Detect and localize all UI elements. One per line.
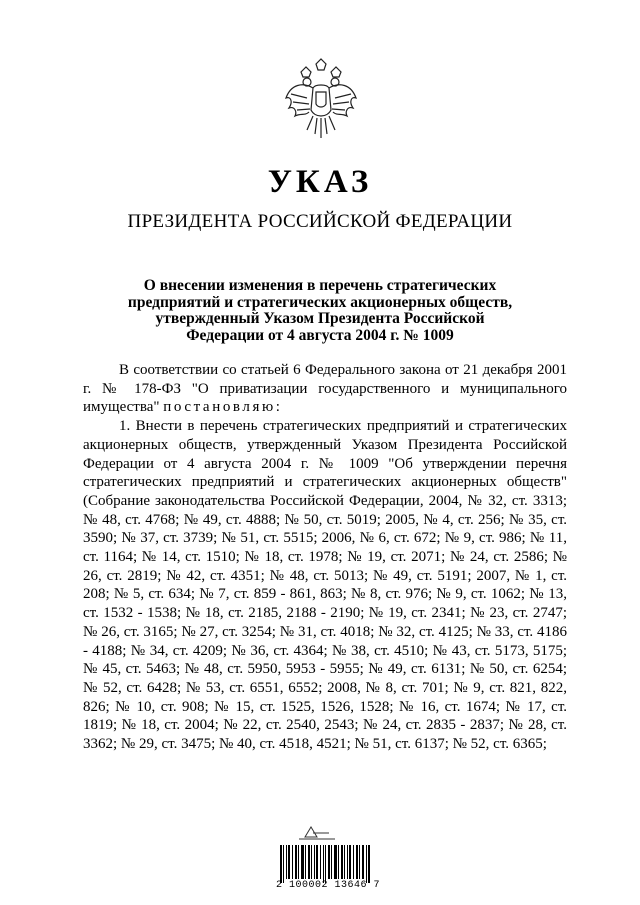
heading-line: О внесении изменения в перечень стратегических [143,277,497,294]
preamble-paragraph [83,361,567,417]
decree-word: постановляю: [163,399,283,416]
heading-line: утвержденный Указом Президента Российской [155,310,485,327]
item-1-text: 1. Внести в перечень стратегических предприятий и стратегических акционерных обществ, утвержденный Указом Президента Российской Федерации от 4 августа 2004 г. № 1009 "Об утверждении перечня стратегических предприятий и стратегических акционерных обществ" (Собрание законодательства Российской Федерации, 2004, № 32, ст. 3313; № 48, ст. 4768; № 49, ст. 4888; № 50, ст. 5019; 2005, № 4, ст. 256; № 35, ст. 3590; № 37, ст. 3739; № 51, ст. 5515; 2006, № 6, ст. 672; № 9, ст. 986; № 11, ст. 1164; № 14, ст. 1510; № 18, ст. 1978; № 19, ст. 2071; № 24, ст. 2586; № 26, ст. 2819; № 42, ст. 4351; № 48, ст. 5013; № 49, ст. 5191; 2007, № 1, ст. 208; № 5, ст. 634; № 7, ст. 859 - 861, 863; № 8, ст. 976; № 9, ст. 1062; № 13, ст. 1532 - 1538; № 18, ст. 2185, 2188 - 2190; № 19, ст. 2341; № 23, ст. 2747; № 26, ст. 3165; № 27, ст. 3254; № 31, ст. 4018; № 32, ст. 4125; № 33, ст. 4186 - 4188; № 34, ст. 4209; № 36, ст. 4364; № 38, ст. 4510; № 43, ст. 5173, 5175; № 45, ст. 5463; № 48, ст. 5950, 5953 - 5955; № 49, ст. 6131; № 50, ст. 6254; № 52, ст. 6428; № 53, ст. 6551, 6552; 2008, № 8, ст. 701; № 9, ст. 821, 822, 826; № 10, ст. 908; № 15, ст. 1525, 1526, 1528; № 16, ст. 1674; № 17, ст. 1819; № 18, ст. 2004; № 22, ст. 2540, 2543; № 24, ст. 2835 - 2837; № 28, ст. 3362; № 29, ст. 3475; № 40, ст. 4518, 4521; № 51, ст. 6137; № 52, ст. 6365; [83,418,567,753]
preamble-text: В соответствии со статьей 6 Федерального закона от 21 декабря 2001 г. № 178-ФЗ "О приватизации государственного и муниципального имущества" [83,362,567,416]
decree-subtitle: ПРЕЗИДЕНТА РОССИЙСКОЙ ФЕДЕРАЦИИ [127,211,513,232]
coat-of-arms-icon [283,58,359,142]
document-body [83,361,567,754]
document-heading [100,278,540,344]
barcode-icon [280,845,370,883]
item-1-paragraph [83,417,567,754]
printing-mark-icon [287,823,347,841]
barcode-number: 2 100002 13646 7 [275,880,380,891]
heading-line: Федерации от 4 августа 2004 г. № 1009 [186,326,454,344]
decree-title: УКАЗ [267,164,373,200]
heading-line: предприятий и стратегических акционерных обществ, [127,293,513,311]
